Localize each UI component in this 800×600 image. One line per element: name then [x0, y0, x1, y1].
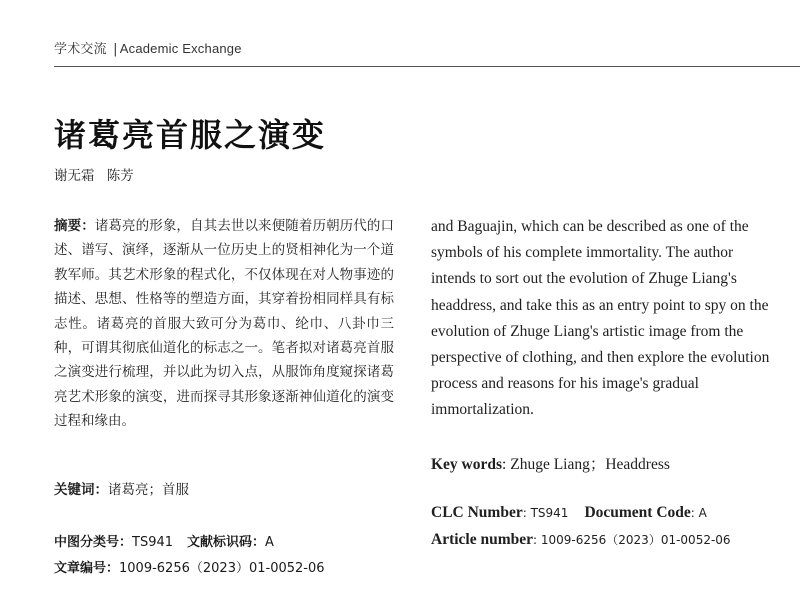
keywords-zh — [54, 478, 189, 498]
article-title: 诸葛亮首服之演变 — [54, 116, 327, 154]
abstract-zh-label: 摘要： — [54, 218, 95, 234]
abstract-en-text: and Baguajin, which can be described as one of the symbols of his complete immortality. The author intends to sort out the evolution of Zhuge Liang's headdress, and take this as an entry point to spy on the evolution of Zhuge Liang's artistic image from the perspective of clothing, and then explore the evolution process and reasons for his image's gradual immortalization. — [431, 218, 770, 419]
article-number-zh-value: 1009-6256（2023）01-0052-06 — [119, 561, 325, 576]
keywords-zh-label: 关键词： — [54, 482, 108, 498]
classification-en — [431, 504, 707, 522]
running-header — [54, 38, 242, 57]
header-rule — [54, 66, 800, 67]
article-number-en — [431, 531, 731, 549]
doc-code-en-label: Document Code — [584, 504, 691, 521]
author-name: 谢无霜 — [54, 168, 95, 184]
clc-zh-value: TS941 — [132, 535, 174, 550]
section-label-zh: 学术交流 — [54, 42, 107, 57]
clc-en-value: : TS941 — [522, 506, 569, 520]
clc-zh-label: 中图分类号： — [54, 535, 133, 550]
article-number-zh-label: 文章编号： — [54, 561, 120, 576]
header-separator: | — [113, 42, 118, 57]
doc-code-en-value: : A — [690, 506, 707, 520]
keywords-zh-value: 诸葛亮；首服 — [108, 482, 189, 498]
keywords-en-label: Key words — [431, 456, 503, 473]
article-number-zh — [54, 557, 325, 576]
author-name: 陈芳 — [106, 168, 134, 184]
abstract-zh-column — [54, 214, 394, 434]
abstract-zh — [54, 214, 394, 434]
keywords-en-value: : Zhuge Liang；Headdress — [502, 456, 670, 473]
doc-code-zh-value: A — [265, 535, 274, 550]
article-number-en-label: Article number — [431, 531, 534, 548]
doc-code-zh-label: 文献标识码： — [187, 535, 266, 550]
classification-zh — [54, 531, 274, 550]
abstract-zh-text: 诸葛亮的形象，自其去世以来便随着历朝历代的口述、谱写、演绎，逐渐从一位历史上的贤相神化为一个道教军师。其艺术形象的程式化，不仅体现在对人物事迹的描述、思想、性格等的塑造方面，其穿着扮相同样具有标志性。诸葛亮的首服大致可分为葛巾、纶巾、八卦巾三种，可谓其彻底仙道化的标志之一。笔者拟对诸葛亮首服之演变进行梳理，并以此为切入点，从服饰角度窥探诸葛亮艺术形象的演变，进而探寻其形象逐渐神仙道化的演变过程和缘由。 — [54, 218, 394, 430]
author-list — [54, 164, 134, 184]
abstract-en-column — [431, 214, 773, 424]
section-label-en: Academic Exchange — [119, 41, 242, 56]
keywords-en — [431, 452, 670, 474]
clc-en-label: CLC Number — [431, 504, 523, 521]
article-number-en-value: : 1009-6256（2023）01-0052-06 — [533, 533, 731, 547]
